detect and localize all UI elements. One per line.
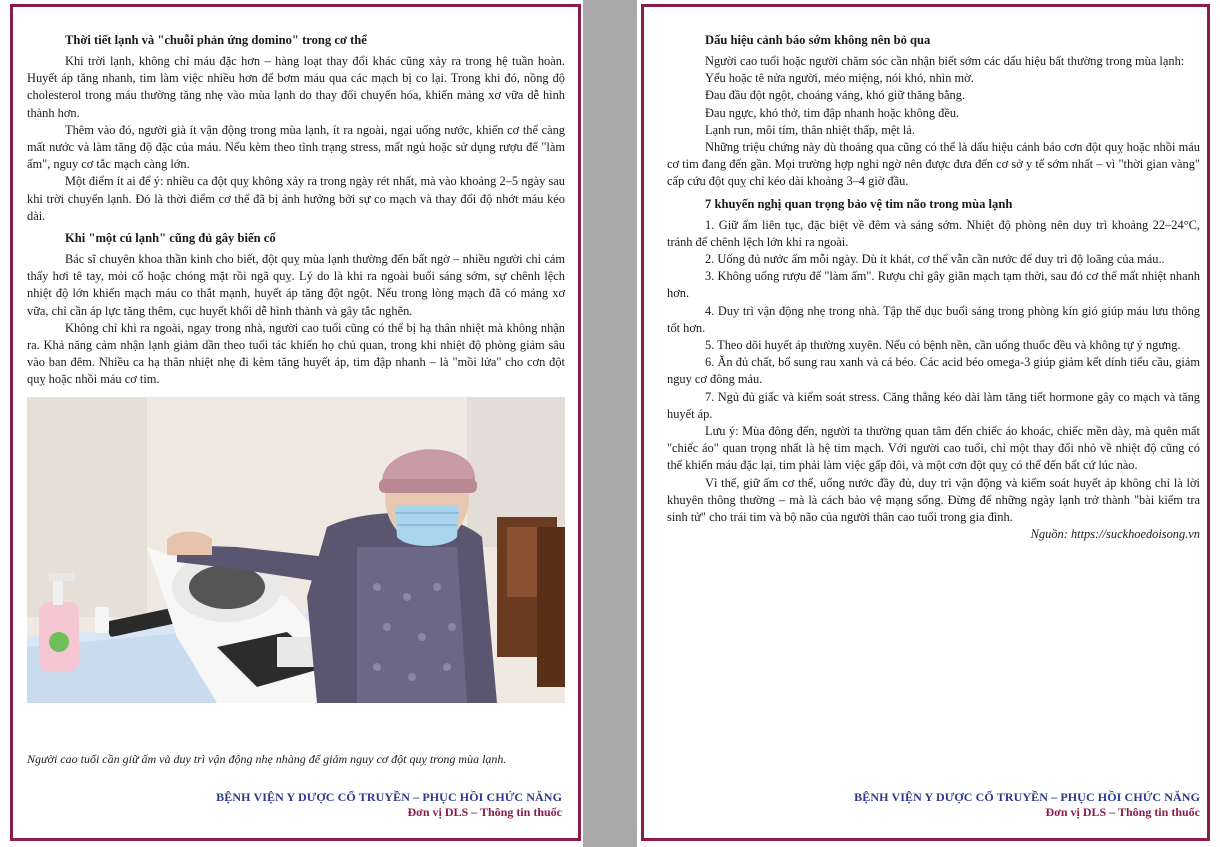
page-content [27,32,565,703]
section-heading: Dấu hiệu cảnh báo sớm không nên bỏ qua [705,33,931,47]
recommendation-item: 3. Không uống rượu để "làm ấm". Rượu chỉ gây giãn mạch tạm thời, sau đó cơ thể mất nhiệt nhanh hơn. [667,269,1200,301]
page-content [667,32,1200,543]
closing-paragraph: Vì thế, giữ ấm cơ thể, uống nước đầy đủ, duy trì vận động và kiểm soát huyết áp không chỉ là lời khuyên thông thường – mà là cách bảo vệ mạng sống. Đừng để những ngày lạnh trở thành "bài kiểm tra sinh tử" cho trái tim và bộ não của người thân cao tuổi trong gia đình. [667,475,1200,525]
paragraph: Khi trời lạnh, không chỉ máu đặc hơn – hàng loạt thay đổi khác cũng xảy ra trong hệ tuần hoàn. Huyết áp tăng nhanh, tim làm việc nhiều hơn để bơm máu qua các mạch bị co lại. Trong khi đó, nồng độ cholesterol trong máu thường tăng nhẹ vào mùa lạnh do thay đổi chuyển hóa, khiến mảng xơ vữa dễ hình thành hơn. [27,54,565,120]
warning-sign-item: Đau ngực, khó thở, tim đập nhanh hoặc không đều. [705,105,960,120]
footer-unit: Đơn vị DLS – Thông tin thuốc [407,805,562,819]
paragraph: Thêm vào đó, người già ít vận động trong mùa lạnh, ít ra ngoài, ngại uống nước, khiến cơ thể càng mất nước và làm tăng độ đặc của máu. Nếu kèm theo tình trạng stress, mất ngủ hoặc sử dụng rượu để "làm ấm", nguy cơ tắc mạch càng lớn. [27,122,565,172]
document-page-right [637,0,1220,847]
source-citation: Nguồn: https://suckhoedoisong.vn [1030,527,1200,542]
paragraph: Không chỉ khi ra ngoài, ngay trong nhà, người cao tuổi cũng có thể bị hạ thân nhiệt mà không nhận ra. Khả năng cảm nhận lạnh giảm dần theo tuổi tác khiến họ chủ quan, trong khi nhiệt độ phòng giảm sâu vào ban đêm. Nhiều ca hạ thân nhiệt nhẹ đi kèm tăng huyết áp, tim đập nhanh – là "mồi lửa" cho cơn đột quỵ hoặc nhồi máu cơ tim. [27,320,565,387]
footer-organization: BỆNH VIỆN Y DƯỢC CỔ TRUYỀN – PHỤC HỒI CHỨC NĂNG [854,790,1200,804]
document-page-left [0,0,583,847]
elderly-woman-blood-pressure-photo [27,397,565,703]
recommendation-item: 2. Uống đủ nước ấm mỗi ngày. Dù ít khát, cơ thể vẫn cần nước để duy trì độ loãng của máu.. [705,252,1165,267]
paragraph: Một điểm ít ai để ý: nhiều ca đột quỵ không xảy ra trong ngày rét nhất, mà vào khoảng 2–5 ngày sau khi trời chuyển lạnh. Đó là thời điểm cơ thể đã bị ảnh hưởng bởi sự co mạch và thay đổi độ nhớt máu kéo dài. [27,174,565,223]
page-footer [667,790,1200,820]
recommendation-item: 7. Ngủ đủ giấc và kiểm soát stress. Căng thẳng kéo dài làm tăng tiết hormone gây co mạch và tăng huyết áp. [667,389,1200,421]
footer-unit: Đơn vị DLS – Thông tin thuốc [1045,805,1200,819]
paragraph: Người cao tuổi hoặc người chăm sóc cần nhận biết sớm các dấu hiệu bất thường trong mùa lạnh: [705,54,1185,68]
recommendation-item: 1. Giữ ấm liên tục, đặc biệt về đêm và sáng sớm. Nhiệt độ phòng nên duy trì khoảng 22–24°C, tránh để chênh lệch lớn khi ra ngoài. [667,217,1200,249]
warning-sign-item: Lạnh run, môi tím, thân nhiệt thấp, mệt lả. [705,122,915,137]
warning-sign-item: Yếu hoặc tê nửa người, méo miệng, nói khó, nhìn mờ. [705,71,974,86]
page-gutter [583,0,639,847]
footer-organization: BỆNH VIỆN Y DƯỢC CỔ TRUYỀN – PHỤC HỒI CHỨC NĂNG [216,790,562,804]
photo-caption: Người cao tuổi cần giữ ấm và duy trì vận động nhẹ nhàng để giảm nguy cơ đột quỵ trong mùa lạnh. [27,752,507,766]
recommendation-item: 4. Duy trì vận động nhẹ trong nhà. Tập thể dục buổi sáng trong phòng kín gió giúp máu lưu thông tốt hơn. [667,303,1200,335]
recommendation-item: 6. Ăn đủ chất, bổ sung rau xanh và cá béo. Các acid béo omega-3 giúp giảm kết dính tiểu cầu, giảm nguy cơ đông máu. [667,355,1200,387]
warning-sign-item: Đau đầu đột ngột, choáng váng, khó giữ thăng bằng. [705,88,965,103]
section-heading: Thời tiết lạnh và "chuỗi phản ứng domino" trong cơ thể [65,33,367,47]
section-heading: 7 khuyến nghị quan trọng bảo vệ tim não trong mùa lạnh [705,196,1013,211]
note-paragraph: Lưu ý: Mùa đông đến, người ta thường quan tâm đến chiếc áo khoác, chiếc mền dày, mà quên mất "chiếc áo" quan trọng nhất là hệ tim mạch. Với người cao tuổi, chỉ một thay đổi nhỏ về nhiệt độ cũng có thể khiến máu đặc lại, tim phải làm việc gấp đôi, và một cơn đột quỵ có thể đến bất cứ lúc nào. [667,424,1200,473]
paragraph: Những triệu chứng này dù thoáng qua cũng có thể là dấu hiệu cảnh báo cơn đột quỵ hoặc nhồi máu cơ tim đang đến gần. Mọi trường hợp nghi ngờ nên được đưa đến cơ sở y tế sớm nhất – vì "thời gian vàng" cấp cứu đột quỵ chỉ kéo dài khoảng 3–4 giờ đầu. [667,140,1200,189]
paragraph: Bác sĩ chuyên khoa thần kinh cho biết, đột quỵ mùa lạnh thường đến bất ngờ – nhiều người chỉ cảm thấy hơi tê tay, mỏi cổ hoặc chóng mặt rồi ngã quỵ. Lý do là khi ra ngoài buổi sáng sớm, sự chênh lệch nhiệt độ lớn khiến mạch máu co thắt mạnh, huyết áp tăng đột ngột. Nếu trong lòng mạch đã có mảng xơ vữa, chỉ cần áp lực tăng thêm, cục huyết khối dễ hình thành và gây tắc nghẽn. [27,252,565,318]
section-heading: Khi "một cú lạnh" cũng đủ gây biến cố [65,231,276,246]
page-footer [27,790,562,820]
recommendation-item: 5. Theo dõi huyết áp thường xuyên. Nếu có bệnh nền, cần uống thuốc đều và không tự ý ngưng. [705,338,1181,353]
